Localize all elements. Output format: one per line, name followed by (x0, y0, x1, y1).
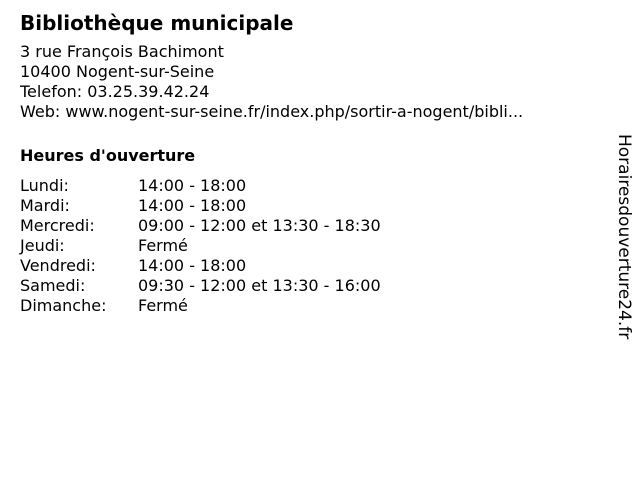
hours-row-monday (20, 176, 600, 196)
opening-time: 14:00 - 18:00 (138, 256, 247, 275)
website-link[interactable]: Web: www.nogent-sur-seine.fr/index.php/sortir-a-nogent/bibli... (20, 102, 524, 121)
day-label: Lundi: (20, 176, 69, 195)
hours-row-tuesday (20, 196, 600, 216)
address-block (20, 42, 600, 122)
hours-row-friday (20, 256, 600, 276)
street-address: 3 rue François Bachimont (20, 42, 224, 61)
opening-time: Fermé (138, 296, 188, 315)
hours-row-wednesday (20, 216, 600, 236)
day-label: Jeudi: (20, 236, 65, 255)
hours-row-thursday (20, 236, 600, 256)
opening-time: Fermé (138, 236, 188, 255)
phone-number: Telefon: 03.25.39.42.24 (20, 82, 210, 101)
hours-row-sunday (20, 296, 600, 316)
day-label: Mardi: (20, 196, 70, 215)
day-label: Vendredi: (20, 256, 96, 275)
day-label: Dimanche: (20, 296, 107, 315)
city-address: 10400 Nogent-sur-Seine (20, 62, 215, 81)
hours-row-saturday (20, 276, 600, 296)
opening-hours-title: Heures d'ouverture (20, 146, 196, 165)
opening-time: 14:00 - 18:00 (138, 196, 247, 215)
day-label: Mercredi: (20, 216, 95, 235)
page-title: Bibliothèque municipale (20, 11, 294, 35)
library-card (20, 10, 600, 316)
opening-time: 14:00 - 18:00 (138, 176, 247, 195)
opening-time: 09:30 - 12:00 et 13:30 - 16:00 (138, 276, 381, 295)
opening-hours-list (20, 176, 600, 316)
brand-text: Horairesdouverture24.fr (614, 134, 634, 340)
day-label: Samedi: (20, 276, 86, 295)
brand-watermark (612, 134, 636, 344)
opening-time: 09:00 - 12:00 et 13:30 - 18:30 (138, 216, 381, 235)
